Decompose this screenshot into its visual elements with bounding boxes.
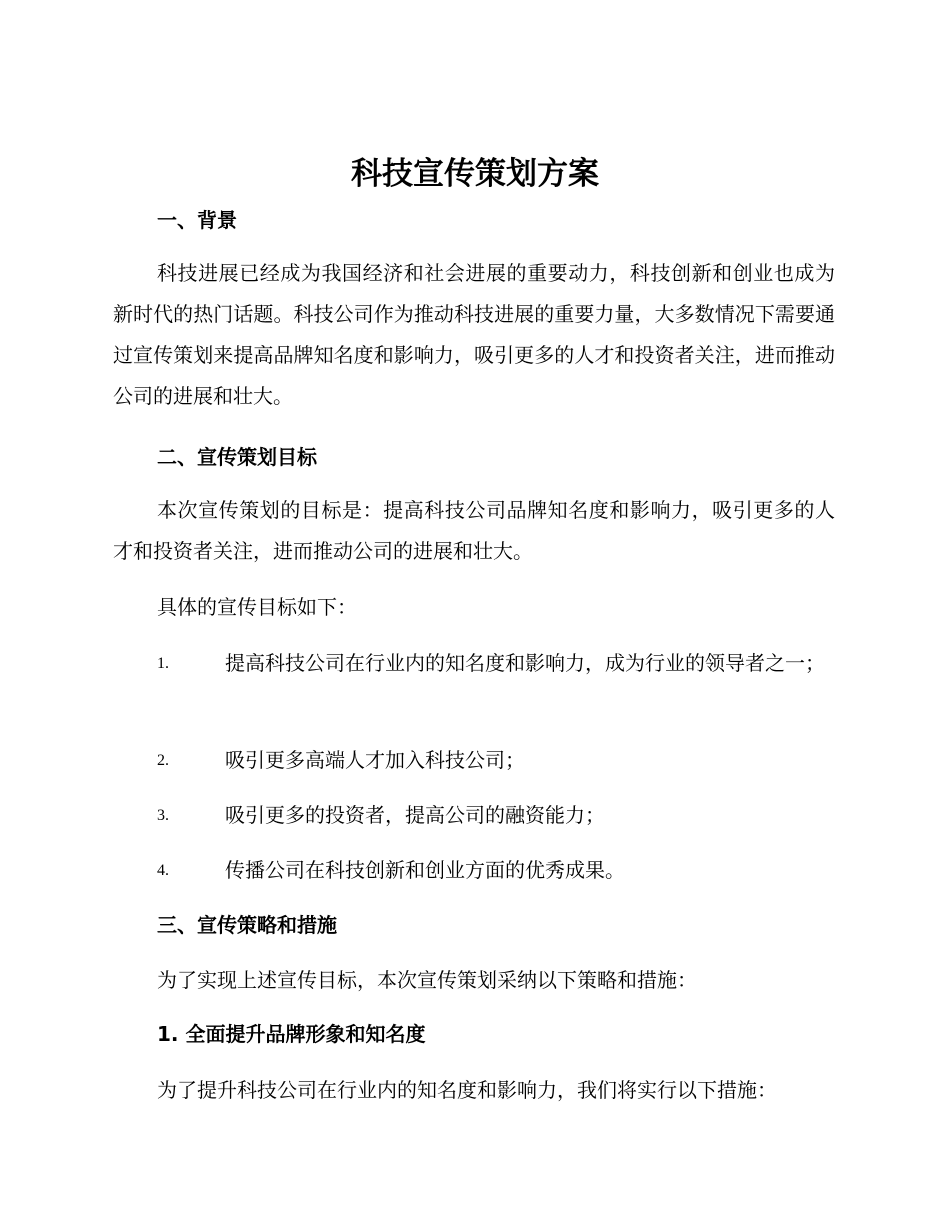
strategy-intro: 为了实现上述宣传目标，本次宣传策划采纳以下策略和措施： xyxy=(157,968,697,992)
section-heading-strategy: 三、宣传策略和措施 xyxy=(157,913,337,937)
goal-list-item xyxy=(113,850,835,891)
document-title: 科技宣传策划方案 xyxy=(351,156,599,192)
goals-intro: 具体的宣传目标如下： xyxy=(157,595,357,619)
list-number: 1. xyxy=(157,655,169,672)
list-text: 吸引更多的投资者，提高公司的融资能力； xyxy=(225,803,605,827)
list-text: 吸引更多高端人才加入科技公司； xyxy=(225,748,525,772)
goal-list-item xyxy=(113,740,835,781)
list-number: 4. xyxy=(157,862,169,879)
section-heading-background: 一、背景 xyxy=(157,208,237,232)
goals-paragraph: 本次宣传策划的目标是：提高科技公司品牌知名度和影响力，吸引更多的人才和投资者关注，进而推动公司的进展和壮大。 xyxy=(113,498,835,563)
list-number: 3. xyxy=(157,807,169,824)
subsection-heading-brand: 1. 全面提升品牌形象和知名度 xyxy=(157,1022,426,1046)
section-heading-goals: 二、宣传策划目标 xyxy=(157,445,317,469)
list-number: 2. xyxy=(157,752,169,769)
list-text: 传播公司在科技创新和创业方面的优秀成果。 xyxy=(225,858,625,882)
background-paragraph: 科技进展已经成为我国经济和社会进展的重要动力，科技创新和创业也成为新时代的热门话题。科技公司作为推动科技进展的重要力量，大多数情况下需要通过宣传策划来提高品牌知名度和影响力，吸引更多的人才和投资者关注，进而推动公司的进展和壮大。 xyxy=(113,261,835,408)
goal-list-item xyxy=(113,643,835,684)
brand-intro: 为了提升科技公司在行业内的知名度和影响力，我们将实行以下措施： xyxy=(157,1078,777,1102)
goal-list-item xyxy=(113,795,835,836)
list-text: 提高科技公司在行业内的知名度和影响力，成为行业的领导者之一； xyxy=(225,651,825,675)
